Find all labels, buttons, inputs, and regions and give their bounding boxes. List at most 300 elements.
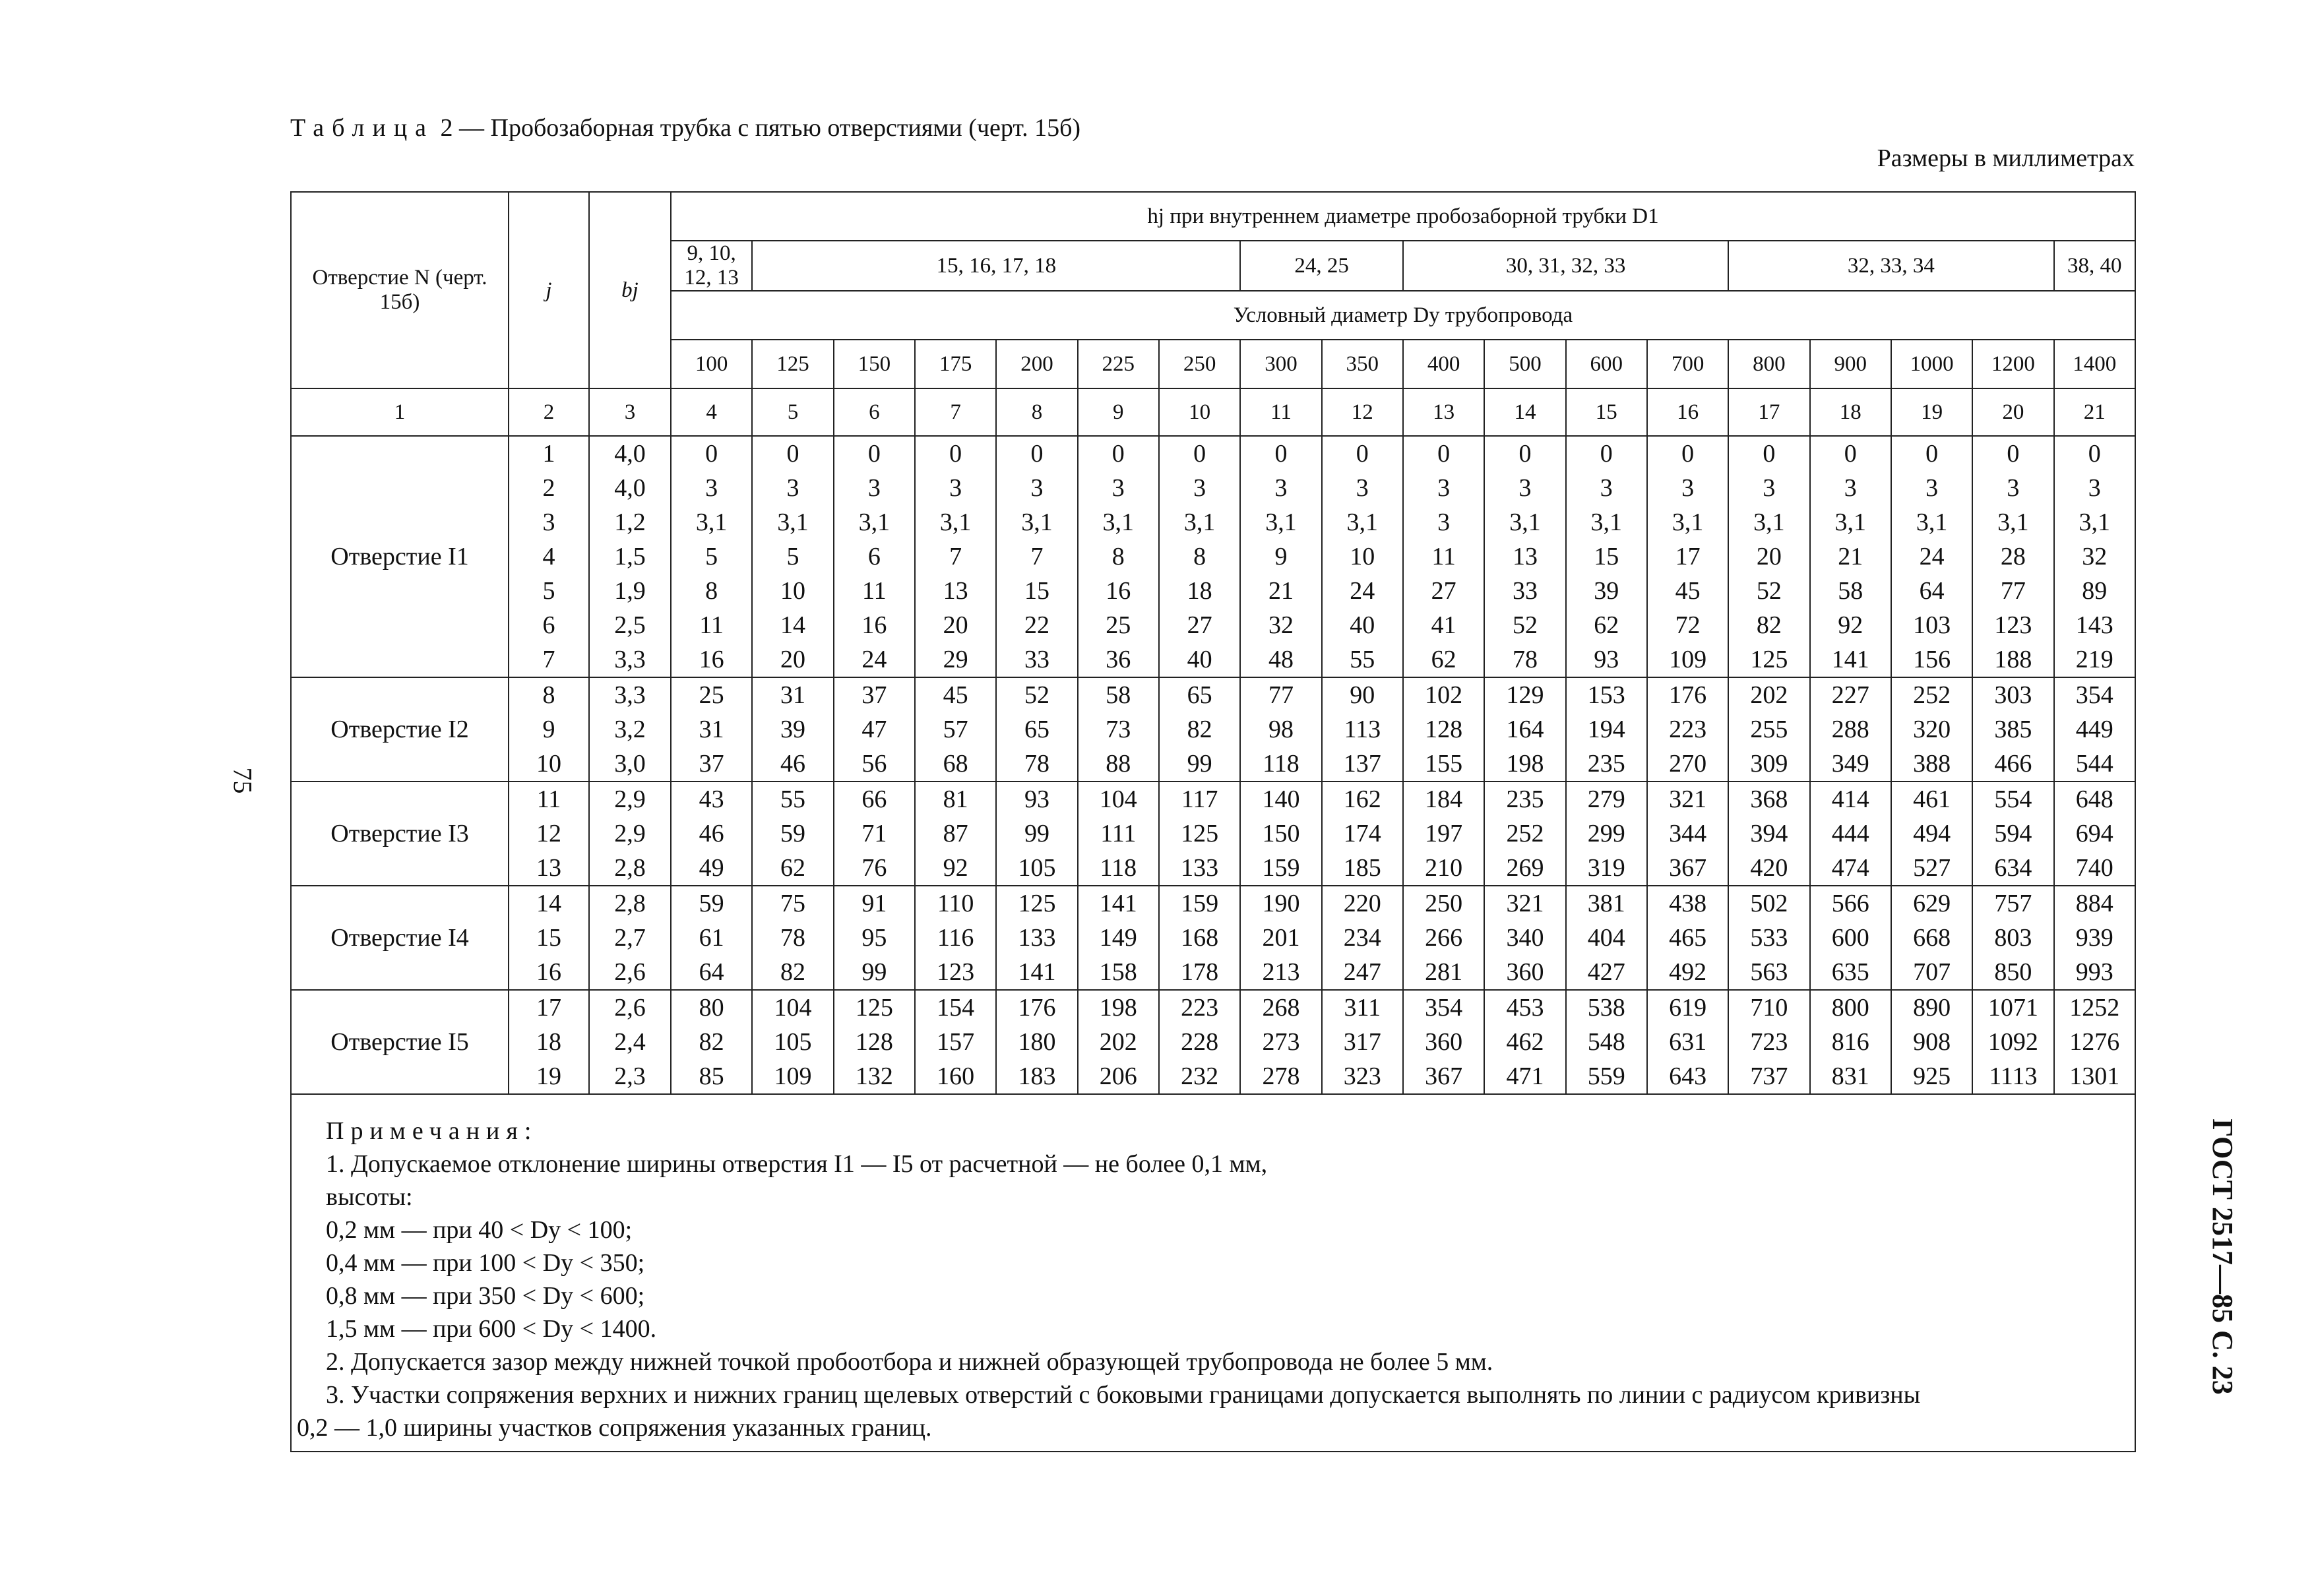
cell-value: 2,9 bbox=[614, 785, 646, 813]
table-cell bbox=[1566, 886, 1647, 990]
table-body bbox=[291, 436, 2135, 1094]
dy-value: 400 bbox=[1403, 340, 1484, 388]
cell-value: 723 bbox=[1750, 1028, 1788, 1056]
cell-value: 299 bbox=[1587, 820, 1625, 847]
column-number: 13 bbox=[1403, 388, 1484, 436]
cell-value: 41 bbox=[1431, 611, 1456, 639]
column-number: 1 bbox=[291, 388, 509, 436]
cell-value: 143 bbox=[2075, 611, 2113, 639]
cell-value: 10 bbox=[536, 750, 561, 778]
cell-value: 39 bbox=[1594, 577, 1619, 605]
cell-value: 45 bbox=[1675, 577, 1701, 605]
cell-value: 3,3 bbox=[614, 646, 646, 673]
cell-value: 255 bbox=[1750, 716, 1788, 743]
cell-value: 227 bbox=[1831, 681, 1869, 709]
cell-value: 17 bbox=[536, 994, 561, 1022]
column-number: 9 bbox=[1078, 388, 1159, 436]
cell-value: 1276 bbox=[2069, 1028, 2120, 1056]
table-cell bbox=[1484, 990, 1565, 1094]
table-cell bbox=[509, 436, 589, 677]
cell-value: 0 bbox=[1356, 440, 1369, 468]
table-cell bbox=[1972, 782, 2053, 886]
table-cell bbox=[1810, 990, 1891, 1094]
cell-value: 43 bbox=[699, 785, 724, 813]
cell-value: 223 bbox=[1181, 994, 1219, 1022]
cell-value: 162 bbox=[1343, 785, 1381, 813]
cell-value: 93 bbox=[1024, 785, 1049, 813]
table-cell bbox=[1972, 436, 2053, 677]
table-cell bbox=[1972, 990, 2053, 1094]
cell-value: 158 bbox=[1099, 958, 1137, 986]
cell-value: 155 bbox=[1425, 750, 1463, 778]
cell-value: 11 bbox=[699, 611, 724, 639]
cell-value: 2,4 bbox=[614, 1028, 646, 1056]
standard-header: ГОСТ 2517—85 С. 23 bbox=[2206, 1119, 2239, 1395]
table-cell bbox=[752, 436, 833, 677]
cell-value: 3,3 bbox=[614, 681, 646, 709]
table-cell bbox=[1159, 677, 1240, 782]
cell-value: 190 bbox=[1262, 890, 1300, 917]
cell-value: 707 bbox=[1913, 958, 1951, 986]
cell-value: 321 bbox=[1506, 890, 1544, 917]
note-1-f: 1,5 мм — при 600 < Dy < 1400. bbox=[326, 1315, 657, 1343]
cell-value: 1 bbox=[542, 440, 555, 468]
cell-value: 128 bbox=[855, 1028, 893, 1056]
table-cell bbox=[2054, 436, 2135, 677]
cell-value: 281 bbox=[1425, 958, 1463, 986]
cell-value: 594 bbox=[1994, 820, 2032, 847]
table-cell bbox=[1078, 990, 1159, 1094]
cell-value: 1,9 bbox=[614, 577, 646, 605]
cell-value: 194 bbox=[1587, 716, 1625, 743]
cell-value: 427 bbox=[1587, 958, 1625, 986]
cell-value: 3 bbox=[1274, 474, 1288, 502]
cell-value: 78 bbox=[780, 924, 805, 952]
group-label: Отверстие I4 bbox=[291, 886, 509, 990]
column-number: 20 bbox=[1972, 388, 2053, 436]
cell-value: 340 bbox=[1506, 924, 1544, 952]
table-cell bbox=[1972, 886, 2053, 990]
cell-value: 3 bbox=[1111, 474, 1125, 502]
cell-value: 59 bbox=[780, 820, 805, 847]
group-label: Отверстие I5 bbox=[291, 990, 509, 1094]
cell-value: 20 bbox=[943, 611, 968, 639]
cell-value: 149 bbox=[1099, 924, 1137, 952]
cell-value: 128 bbox=[1425, 716, 1463, 743]
cell-value: 474 bbox=[1831, 854, 1869, 882]
cell-value: 3 bbox=[1437, 508, 1451, 536]
column-number: 4 bbox=[671, 388, 752, 436]
cell-value: 123 bbox=[937, 958, 975, 986]
cell-value: 0 bbox=[1030, 440, 1044, 468]
diameter-group: 24, 25 bbox=[1240, 241, 1403, 291]
cell-value: 3,1 bbox=[1916, 508, 1948, 536]
cell-value: 635 bbox=[1831, 958, 1869, 986]
cell-value: 354 bbox=[1425, 994, 1463, 1022]
table-cell bbox=[1078, 886, 1159, 990]
cell-value: 157 bbox=[937, 1028, 975, 1056]
cell-value: 11 bbox=[862, 577, 887, 605]
column-number: 17 bbox=[1728, 388, 1809, 436]
table-cell bbox=[834, 990, 915, 1094]
cell-value: 16 bbox=[536, 958, 561, 986]
cell-value: 319 bbox=[1587, 854, 1625, 882]
cell-value: 939 bbox=[2075, 924, 2113, 952]
table-cell bbox=[1566, 782, 1647, 886]
cell-value: 367 bbox=[1669, 854, 1707, 882]
column-number: 11 bbox=[1240, 388, 1321, 436]
table-cell bbox=[752, 677, 833, 782]
column-number: 6 bbox=[834, 388, 915, 436]
cell-value: 27 bbox=[1431, 577, 1456, 605]
table-cell bbox=[834, 677, 915, 782]
cell-value: 3 bbox=[2088, 474, 2101, 502]
cell-value: 2,8 bbox=[614, 890, 646, 917]
cell-value: 33 bbox=[1512, 577, 1538, 605]
cell-value: 62 bbox=[1431, 646, 1456, 673]
cell-value: 5 bbox=[786, 543, 799, 570]
cell-value: 0 bbox=[705, 440, 718, 468]
header-hole: Отверстие N (черт. 15б) bbox=[291, 192, 509, 388]
column-number: 10 bbox=[1159, 388, 1240, 436]
cell-value: 133 bbox=[1018, 924, 1056, 952]
cell-value: 449 bbox=[2075, 716, 2113, 743]
diameter-group: 15, 16, 17, 18 bbox=[752, 241, 1240, 291]
cell-value: 31 bbox=[699, 716, 724, 743]
cell-value: 2,6 bbox=[614, 958, 646, 986]
cell-value: 213 bbox=[1262, 958, 1300, 986]
note-2: 2. Допускается зазор между нижней точкой пробоотбора и нижней образующей трубопровода не более 5 мм. bbox=[326, 1348, 1493, 1376]
cell-value: 28 bbox=[2000, 543, 2026, 570]
cell-value: 141 bbox=[1099, 890, 1137, 917]
cell-value: 159 bbox=[1181, 890, 1219, 917]
cell-value: 3 bbox=[542, 508, 555, 536]
cell-value: 559 bbox=[1587, 1062, 1625, 1090]
table-cell bbox=[915, 436, 996, 677]
table-cell bbox=[1078, 436, 1159, 677]
cell-value: 3,1 bbox=[1753, 508, 1785, 536]
cell-value: 19 bbox=[536, 1062, 561, 1090]
dy-value: 700 bbox=[1647, 340, 1728, 388]
cell-value: 14 bbox=[536, 890, 561, 917]
table-cell bbox=[996, 990, 1077, 1094]
table-cell bbox=[2054, 782, 2135, 886]
cell-value: 24 bbox=[1350, 577, 1375, 605]
cell-value: 9 bbox=[1274, 543, 1288, 570]
dy-value: 100 bbox=[671, 340, 752, 388]
note-3-cont: 0,2 — 1,0 ширины участков сопряжения указанных границ. bbox=[297, 1414, 932, 1442]
cell-value: 3,1 bbox=[1590, 508, 1623, 536]
cell-value: 269 bbox=[1506, 854, 1544, 882]
dy-value: 1200 bbox=[1972, 340, 2053, 388]
table-cell bbox=[752, 782, 833, 886]
header-dy: Условный диаметр Dy трубопровода bbox=[671, 291, 2135, 340]
cell-value: 110 bbox=[937, 890, 974, 917]
cell-value: 9 bbox=[542, 716, 555, 743]
cell-value: 201 bbox=[1262, 924, 1300, 952]
cell-value: 3,1 bbox=[2079, 508, 2111, 536]
units-note: Размеры в миллиметрах bbox=[1877, 144, 2135, 172]
cell-value: 3,1 bbox=[1997, 508, 2029, 536]
dy-value: 200 bbox=[996, 340, 1077, 388]
table-cell bbox=[1728, 436, 1809, 677]
cell-value: 466 bbox=[1994, 750, 2032, 778]
note-1-d: 0,4 мм — при 100 < Dy < 350; bbox=[326, 1249, 645, 1277]
cell-value: 3,1 bbox=[1265, 508, 1297, 536]
cell-value: 40 bbox=[1350, 611, 1375, 639]
cell-value: 288 bbox=[1831, 716, 1869, 743]
cell-value: 232 bbox=[1181, 1062, 1219, 1090]
cell-value: 1071 bbox=[1987, 994, 2038, 1022]
table-cell bbox=[1728, 886, 1809, 990]
table-cell bbox=[671, 677, 752, 782]
cell-value: 0 bbox=[1518, 440, 1532, 468]
cell-value: 52 bbox=[1512, 611, 1538, 639]
dy-value: 1000 bbox=[1891, 340, 1972, 388]
table-cell bbox=[996, 436, 1077, 677]
cell-value: 129 bbox=[1506, 681, 1544, 709]
cell-value: 1092 bbox=[1987, 1028, 2038, 1056]
table-cell bbox=[1891, 886, 1972, 990]
cell-value: 85 bbox=[699, 1062, 724, 1090]
cell-value: 925 bbox=[1913, 1062, 1951, 1090]
cell-value: 59 bbox=[699, 890, 724, 917]
cell-value: 10 bbox=[1350, 543, 1375, 570]
cell-value: 3,1 bbox=[1834, 508, 1866, 536]
cell-value: 323 bbox=[1343, 1062, 1381, 1090]
cell-value: 75 bbox=[780, 890, 805, 917]
cell-value: 3,1 bbox=[1102, 508, 1135, 536]
cell-value: 197 bbox=[1425, 820, 1463, 847]
cell-value: 93 bbox=[1594, 646, 1619, 673]
cell-value: 884 bbox=[2075, 890, 2113, 917]
table-cell bbox=[752, 886, 833, 990]
cell-value: 3 bbox=[705, 474, 718, 502]
cell-value: 104 bbox=[774, 994, 812, 1022]
cell-value: 5 bbox=[705, 543, 718, 570]
cell-value: 465 bbox=[1669, 924, 1707, 952]
cell-value: 0 bbox=[1925, 440, 1939, 468]
table-cell bbox=[1403, 436, 1484, 677]
cell-value: 81 bbox=[943, 785, 968, 813]
cell-value: 2,5 bbox=[614, 611, 646, 639]
cell-value: 188 bbox=[1994, 646, 2032, 673]
table-cell bbox=[1484, 677, 1565, 782]
cell-value: 78 bbox=[1024, 750, 1049, 778]
cell-value: 8 bbox=[1111, 543, 1125, 570]
cell-value: 57 bbox=[943, 716, 968, 743]
cell-value: 538 bbox=[1587, 994, 1625, 1022]
cell-value: 0 bbox=[1844, 440, 1857, 468]
cell-value: 1,2 bbox=[614, 508, 646, 536]
data-table bbox=[290, 191, 2136, 1452]
cell-value: 48 bbox=[1268, 646, 1294, 673]
cell-value: 3 bbox=[1600, 474, 1613, 502]
cell-value: 0 bbox=[867, 440, 881, 468]
table-cell bbox=[996, 677, 1077, 782]
cell-value: 178 bbox=[1181, 958, 1219, 986]
cell-value: 3 bbox=[1844, 474, 1857, 502]
dy-value: 225 bbox=[1078, 340, 1159, 388]
cell-value: 349 bbox=[1831, 750, 1869, 778]
cell-value: 890 bbox=[1913, 994, 1951, 1022]
cell-value: 404 bbox=[1587, 924, 1625, 952]
dy-value: 300 bbox=[1240, 340, 1321, 388]
cell-value: 198 bbox=[1099, 994, 1137, 1022]
cell-value: 235 bbox=[1506, 785, 1544, 813]
cell-value: 368 bbox=[1750, 785, 1788, 813]
cell-value: 90 bbox=[1350, 681, 1375, 709]
table-cell bbox=[915, 990, 996, 1094]
table-cell bbox=[1484, 886, 1565, 990]
cell-value: 49 bbox=[699, 854, 724, 882]
cell-value: 185 bbox=[1343, 854, 1381, 882]
cell-value: 27 bbox=[1187, 611, 1212, 639]
note-1-c: 0,2 мм — при 40 < Dy < 100; bbox=[326, 1216, 633, 1244]
dy-value: 900 bbox=[1810, 340, 1891, 388]
table-cell bbox=[1647, 782, 1728, 886]
cell-value: 25 bbox=[699, 681, 724, 709]
cell-value: 198 bbox=[1506, 750, 1544, 778]
cell-value: 3 bbox=[1437, 474, 1451, 502]
cell-value: 39 bbox=[780, 716, 805, 743]
cell-value: 7 bbox=[949, 543, 962, 570]
cell-value: 104 bbox=[1099, 785, 1137, 813]
column-number: 3 bbox=[589, 388, 671, 436]
cell-value: 16 bbox=[1106, 577, 1131, 605]
cell-value: 444 bbox=[1831, 820, 1869, 847]
cell-value: 31 bbox=[780, 681, 805, 709]
cell-value: 176 bbox=[1669, 681, 1707, 709]
cell-value: 527 bbox=[1913, 854, 1951, 882]
cell-value: 156 bbox=[1913, 646, 1951, 673]
cell-value: 8 bbox=[1193, 543, 1206, 570]
cell-value: 47 bbox=[861, 716, 887, 743]
cell-value: 234 bbox=[1343, 924, 1381, 952]
cell-value: 8 bbox=[542, 681, 555, 709]
table-cell bbox=[1322, 886, 1403, 990]
cell-value: 133 bbox=[1181, 854, 1219, 882]
table-cell bbox=[1403, 782, 1484, 886]
table-cell bbox=[752, 990, 833, 1094]
cell-value: 993 bbox=[2075, 958, 2113, 986]
cell-value: 164 bbox=[1506, 716, 1544, 743]
table-cell bbox=[1159, 990, 1240, 1094]
cell-value: 344 bbox=[1669, 820, 1707, 847]
cell-value: 273 bbox=[1262, 1028, 1300, 1056]
cell-value: 600 bbox=[1831, 924, 1869, 952]
dy-value: 800 bbox=[1728, 340, 1809, 388]
cell-value: 141 bbox=[1018, 958, 1056, 986]
cell-value: 3 bbox=[1763, 474, 1776, 502]
cell-value: 381 bbox=[1587, 890, 1625, 917]
cell-value: 0 bbox=[786, 440, 799, 468]
table-cell bbox=[1403, 990, 1484, 1094]
table-caption bbox=[290, 113, 1080, 142]
diameter-group: 32, 33, 34 bbox=[1728, 241, 2053, 291]
note-1-e: 0,8 мм — при 350 < Dy < 600; bbox=[326, 1282, 645, 1310]
cell-value: 65 bbox=[1187, 681, 1212, 709]
column-number: 8 bbox=[996, 388, 1077, 436]
cell-value: 3,1 bbox=[1021, 508, 1053, 536]
column-number: 18 bbox=[1810, 388, 1891, 436]
cell-value: 757 bbox=[1994, 890, 2032, 917]
cell-value: 3,1 bbox=[777, 508, 809, 536]
cell-value: 694 bbox=[2075, 820, 2113, 847]
cell-value: 24 bbox=[1919, 543, 1945, 570]
dy-value: 600 bbox=[1566, 340, 1647, 388]
cell-value: 80 bbox=[699, 994, 724, 1022]
cell-value: 68 bbox=[943, 750, 968, 778]
table-cell bbox=[1484, 436, 1565, 677]
cell-value: 2,3 bbox=[614, 1062, 646, 1090]
table-cell bbox=[1403, 886, 1484, 990]
cell-value: 37 bbox=[699, 750, 724, 778]
column-number: 21 bbox=[2054, 388, 2135, 436]
cell-value: 17 bbox=[1675, 543, 1701, 570]
cell-value: 202 bbox=[1750, 681, 1788, 709]
group-label: Отверстие I1 bbox=[291, 436, 509, 677]
cell-value: 71 bbox=[861, 820, 887, 847]
cell-value: 320 bbox=[1913, 716, 1951, 743]
cell-value: 252 bbox=[1506, 820, 1544, 847]
cell-value: 1113 bbox=[1989, 1062, 2038, 1090]
table-cell bbox=[589, 677, 671, 782]
table-cell bbox=[996, 782, 1077, 886]
table-cell bbox=[1566, 990, 1647, 1094]
column-number: 15 bbox=[1566, 388, 1647, 436]
caption-prefix: Таблица bbox=[290, 114, 435, 142]
cell-value: 7 bbox=[542, 646, 555, 673]
cell-value: 3,1 bbox=[1509, 508, 1541, 536]
table-cell bbox=[834, 436, 915, 677]
cell-value: 16 bbox=[699, 646, 724, 673]
cell-value: 206 bbox=[1099, 1062, 1137, 1090]
table-cell bbox=[1159, 886, 1240, 990]
cell-value: 168 bbox=[1181, 924, 1219, 952]
cell-value: 710 bbox=[1750, 994, 1788, 1022]
cell-value: 45 bbox=[943, 681, 968, 709]
cell-value: 18 bbox=[1187, 577, 1212, 605]
table-cell bbox=[509, 677, 589, 782]
cell-value: 554 bbox=[1994, 785, 2032, 813]
column-number: 2 bbox=[509, 388, 589, 436]
cell-value: 3 bbox=[2007, 474, 2020, 502]
cell-value: 502 bbox=[1750, 890, 1788, 917]
cell-value: 37 bbox=[861, 681, 887, 709]
cell-value: 385 bbox=[1994, 716, 2032, 743]
cell-value: 3 bbox=[1518, 474, 1532, 502]
cell-value: 125 bbox=[1181, 820, 1219, 847]
cell-value: 46 bbox=[699, 820, 724, 847]
notes bbox=[291, 1094, 2135, 1452]
cell-value: 22 bbox=[1024, 611, 1049, 639]
cell-value: 159 bbox=[1262, 854, 1300, 882]
cell-value: 62 bbox=[780, 854, 805, 882]
cell-value: 180 bbox=[1018, 1028, 1056, 1056]
column-number: 16 bbox=[1647, 388, 1728, 436]
cell-value: 3,2 bbox=[614, 716, 646, 743]
cell-value: 3,1 bbox=[1672, 508, 1704, 536]
cell-value: 184 bbox=[1425, 785, 1463, 813]
cell-value: 321 bbox=[1669, 785, 1707, 813]
cell-value: 544 bbox=[2075, 750, 2113, 778]
cell-value: 0 bbox=[2088, 440, 2101, 468]
cell-value: 99 bbox=[1187, 750, 1212, 778]
table-cell bbox=[589, 782, 671, 886]
cell-value: 0 bbox=[1274, 440, 1288, 468]
cell-value: 141 bbox=[1831, 646, 1869, 673]
